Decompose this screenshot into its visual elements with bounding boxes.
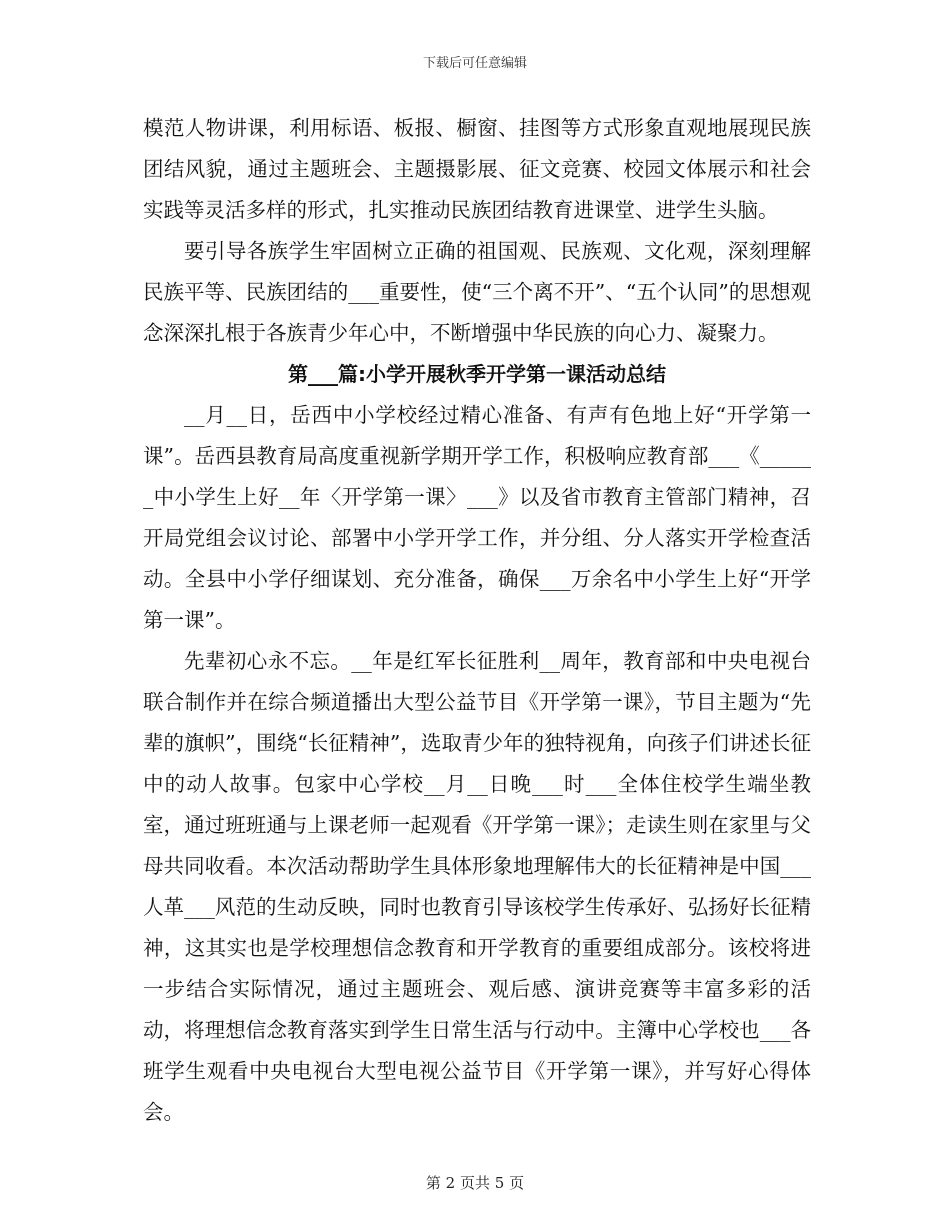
paragraph-ethnic-unity: 要引导各族学生牢固树立正确的祖国观、民族观、文化观，深刻理解民族平等、民族团结的___重要性，使“三个离不开”、“五个认同”的思想观念深深扎根于各族青少年心中，不断增强中华民族的向心力、凝聚力。	[143, 239, 811, 345]
page-number: 第 2 页共 5 页	[425, 1174, 525, 1192]
paragraph-school-opening: __月__日，岳西中小学校经过精心准备、有声有色地上好“开学第一课”。岳西县教育局高度重视新学期开学工作，积极响应教育部___《______中小学生上好__年〈开学第一课〉___》以及省市教育主管部门精神，召开局党组会议讨论、部署中小学开学工作，并分组、分人落实开学检查活动。全县中小学仔细谋划、充分准备，确保___万余名中小学生上好“开学第一课”。	[143, 403, 811, 632]
page-header-note: 下载后可任意编辑	[422, 56, 527, 71]
paragraph-long-march: 先辈初心永不忘。__年是红军长征胜利__周年，教育部和中央电视台联合制作并在综合频道播出大型公益节目《开学第一课》，节目主题为“先辈的旗帜”，围绕“长征精神”，选取青少年的独特视角，向孩子们讲述长征中的动人故事。包家中心学校__月__日晚___时___全体住校学生端坐教室，通过班班通与上课老师一起观看《开学第一课》；走读生则在家里与父母共同收看。本次活动帮助学生具体形象地理解伟大的长征精神是中国___人革___风范的生动反映，同时也教育引导该校学生传承好、弘扬好长征精神，这其实也是学校理想信念教育和开学教育的重要组成部分。该校将进一步结合实际情况，通过主题班会、观后感、演讲竞赛等丰富多彩的活动，将理想信念教育落实到学生日常生活与行动中。主簿中心学校也___各班学生观看中央电视台大型电视公益节目《开学第一课》，并写好心得体会。	[143, 649, 811, 1124]
paragraph-continued: 模范人物讲课，利用标语、板报、橱窗、挂图等方式形象直观地展现民族团结风貌，通过主题班会、主题摄影展、征文竞赛、校园文体展示和社会实践等灵活多样的形式，扎实推动民族团结教育进课堂、进学生头脑。	[143, 116, 811, 222]
document-body	[143, 108, 811, 1133]
section-title: 第___篇:小学开展秋季开学第一课活动总结	[288, 362, 666, 386]
